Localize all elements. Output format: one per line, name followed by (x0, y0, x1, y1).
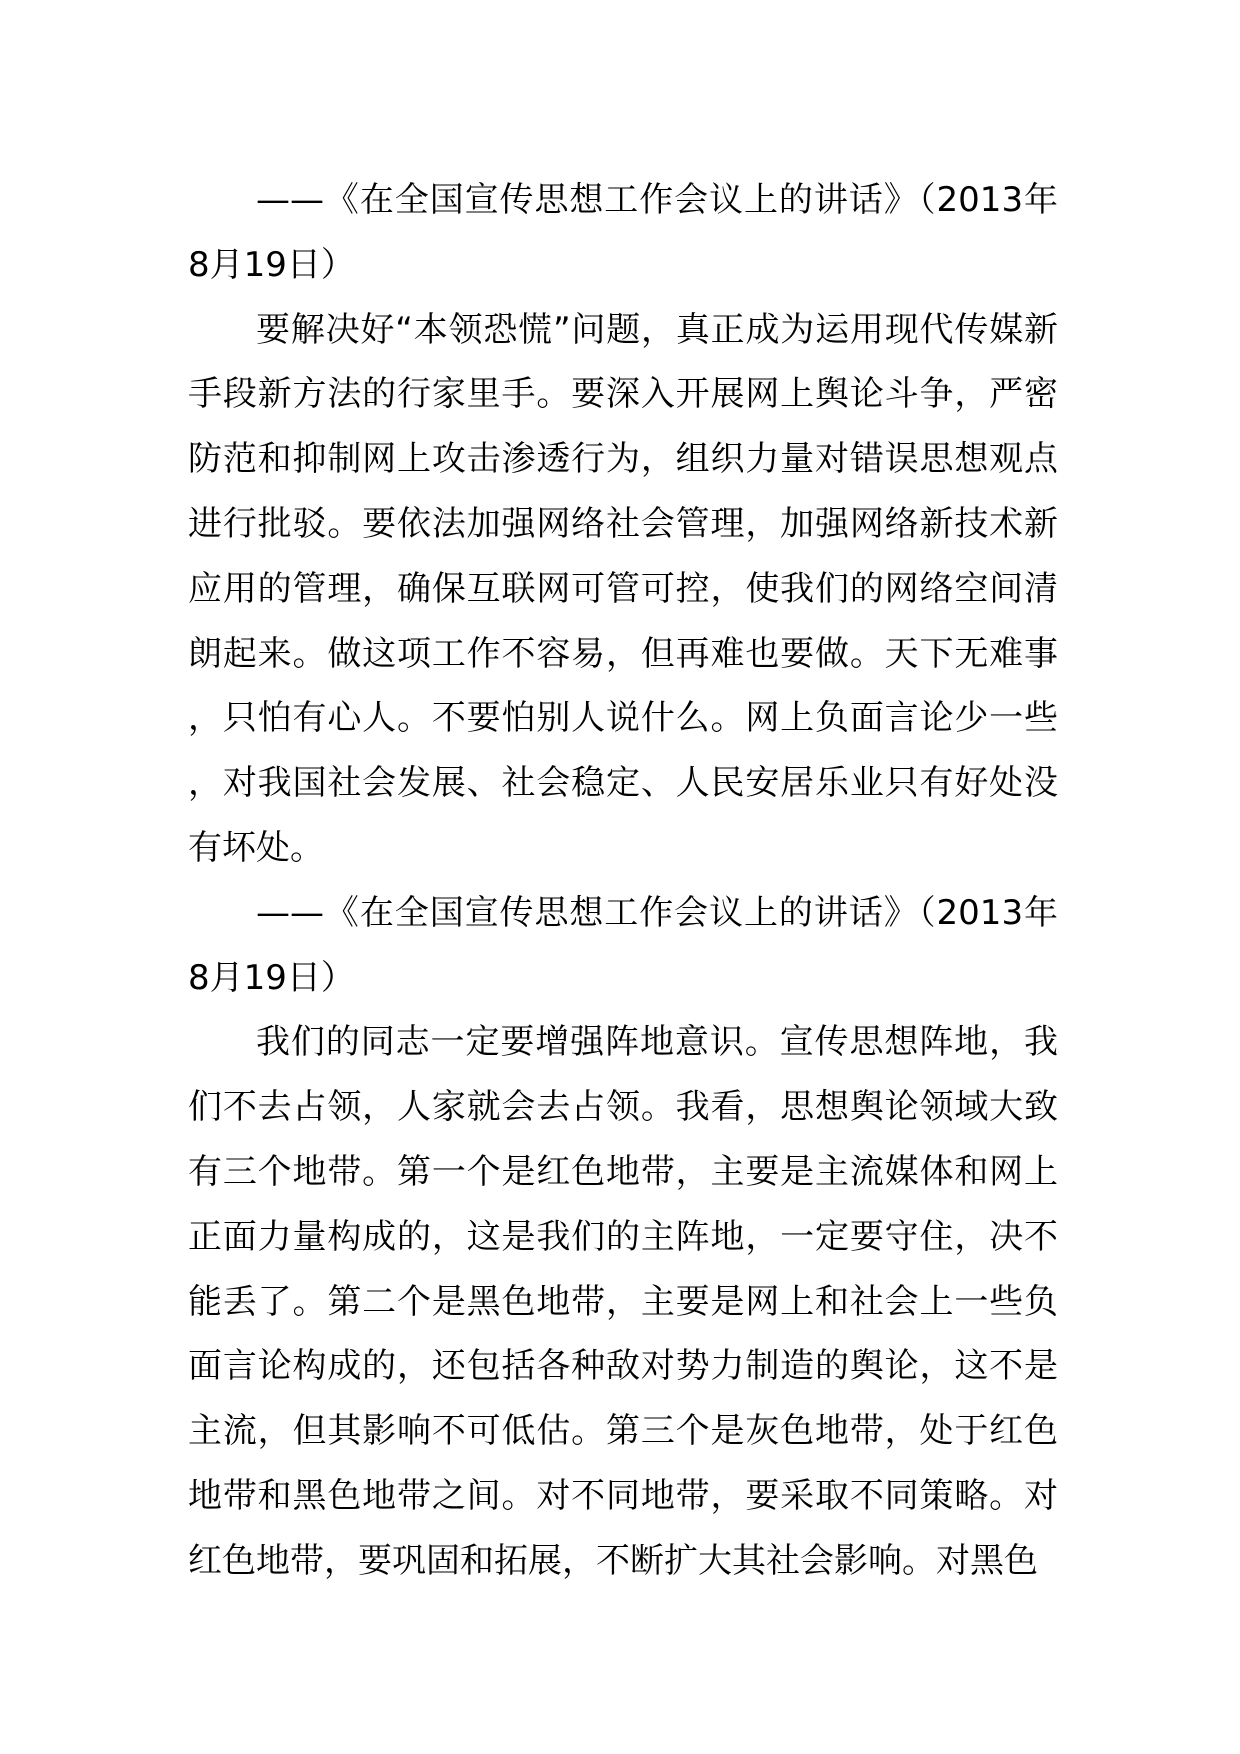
body-paragraph: 我们的同志一定要增强阵地意识。宣传思想阵地，我们不去占领，人家就会去占领。我看，思想舆论领域大致有三个地带。第一个是红色地带，主要是主流媒体和网上正面力量构成的，这是我们的主阵地，一定要守住，决不能丢了。第二个是黑色地带，主要是网上和社会上一些负面言论构成的，还包括各种敌对势力制造的舆论，这不是主流，但其影响不可低估。第三个是灰色地带，处于红色地带和黑色地带之间。对不同地带，要采取不同策略。对红色地带，要巩固和拓展，不断扩大其社会影响。对黑色 (188, 1022, 1058, 1581)
body-paragraph: 要解决好“本领恐慌”问题，真正成为运用现代传媒新手段新方法的行家里手。要深入开展网上舆论斗争，严密防范和抑制网上攻击渗透行为，组织力量对错误思想观点进行批驳。要依法加强网络社会管理，加强网络新技术新应用的管理，确保互联网可管可控，使我们的网络空间清朗起来。做这项工作不容易，但再难也要做。天下无难事，只怕有心人。不要怕别人说什么。网上负面言论少一些，对我国社会发展、社会稳定、人民安居乐业只有好处没有坏处。 (188, 309, 1058, 868)
citation-paragraph: ——《在全国宣传思想工作会议上的讲话》（2013年8月19日） (188, 892, 1058, 998)
citation-paragraph: ——《在全国宣传思想工作会议上的讲话》（2013年8月19日） (188, 180, 1058, 285)
document-body (188, 168, 1058, 1594)
